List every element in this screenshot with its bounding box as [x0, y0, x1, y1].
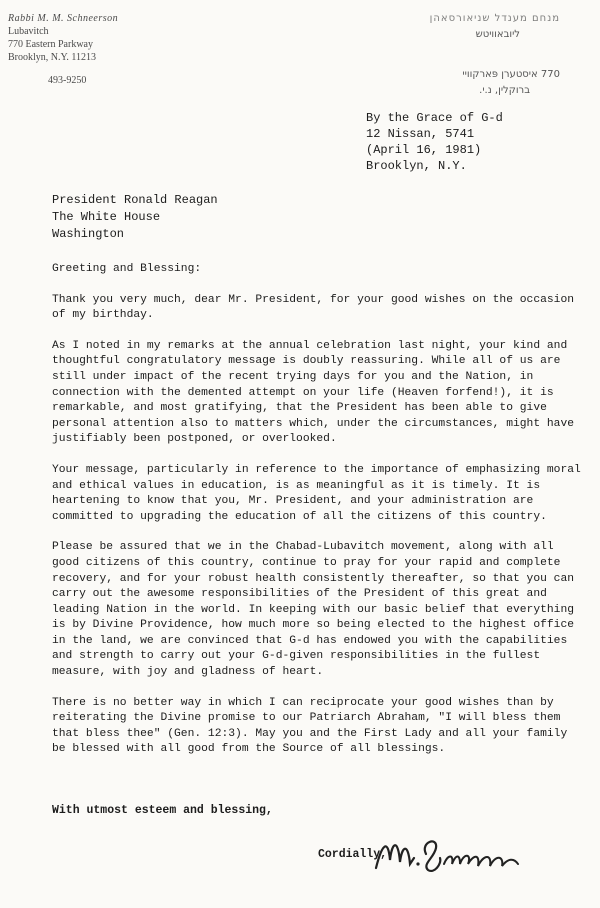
- letterhead-line: Rabbi M. M. Schneerson: [8, 13, 119, 24]
- date-line: 12 Nissan, 5741: [366, 127, 475, 141]
- recipient-address: [52, 192, 218, 243]
- letterhead-hebrew-line: 770 איסטערן פּארקוויי: [462, 69, 560, 80]
- letterhead-line: Lubavitch: [8, 26, 49, 37]
- closing-line: With utmost esteem and blessing,: [52, 804, 273, 817]
- recipient-org: The White House: [52, 210, 161, 224]
- letterhead-line: 770 Eastern Parkway: [8, 39, 93, 50]
- salutation: Greeting and Blessing:: [52, 263, 202, 275]
- letter-body: [52, 262, 582, 773]
- valediction: Cordially,: [318, 848, 388, 861]
- letterhead-hebrew-line: מנחם מענדל שניאורסאהן: [429, 13, 560, 24]
- letterhead-hebrew-line: ליובאוויטש: [475, 29, 520, 40]
- letterhead-hebrew-line: ברוקלין, נ.י.: [479, 85, 530, 96]
- recipient-city: Washington: [52, 227, 125, 241]
- letterhead-left: [8, 12, 188, 87]
- letterhead-line: Brooklyn, N.Y. 11213: [8, 52, 97, 63]
- handwritten-signature: [368, 824, 528, 880]
- date-line: (April 16, 1981): [366, 143, 482, 157]
- letterhead-phone: 493-9250: [48, 75, 87, 86]
- date-line: By the Grace of G-d: [366, 111, 503, 125]
- body-paragraph: Thank you very much, dear Mr. President, for your good wishes on the occasion of my birthday.: [52, 293, 575, 322]
- letterhead-right: [390, 12, 560, 98]
- recipient-name: President Ronald Reagan: [52, 193, 218, 207]
- body-paragraph: There is no better way in which I can reciprocate your good wishes than by reiterating the Divine promise to our Patriarch Abraham, "I will bless them that bless thee" (Gen. 12:3). May you and the First Lady and all your family be blessed with all good from the Source of all blessings.: [52, 696, 568, 756]
- body-paragraph: As I noted in my remarks at the annual celebration last night, your kind and thoughtful congratulatory message is doubly reassuring. While all of us are still under impact of the recent trying days for you and the Nation, in connection with the demented attempt on your life (Heaven forfend!), it is remarkable, and most gratifying, that the President has been able to give personal attention also to matters which, under the circumstances, might have justifiably been postponed, or overlooked.: [52, 339, 575, 446]
- body-paragraph: Your message, particularly in reference to the importance of emphasizing moral and ethical values in education, is as meaningful as it is timely. It is heartening to know that you, Mr. President, and your administration are committed to upgrading the education of all the citizens of this country.: [52, 463, 581, 523]
- date-block: [366, 110, 503, 174]
- date-line: Brooklyn, N.Y.: [366, 159, 467, 173]
- body-paragraph: Please be assured that we in the Chabad-Lubavitch movement, along with all good citizens of this country, continue to pray for your rapid and complete recovery, and for your robust health consistently thereafter, so that you can carry out the awesome responsibilities of the President of this great and leading Nation in the world. In keeping with our basic belief that everything is by Divine Providence, how much more so being elected to the highest office in the land, we are convinced that G-d has endowed you with the capabilities and strength to carry out your G-d-given responsibilities in the fullest measure, with joy and gladness of heart.: [52, 541, 575, 679]
